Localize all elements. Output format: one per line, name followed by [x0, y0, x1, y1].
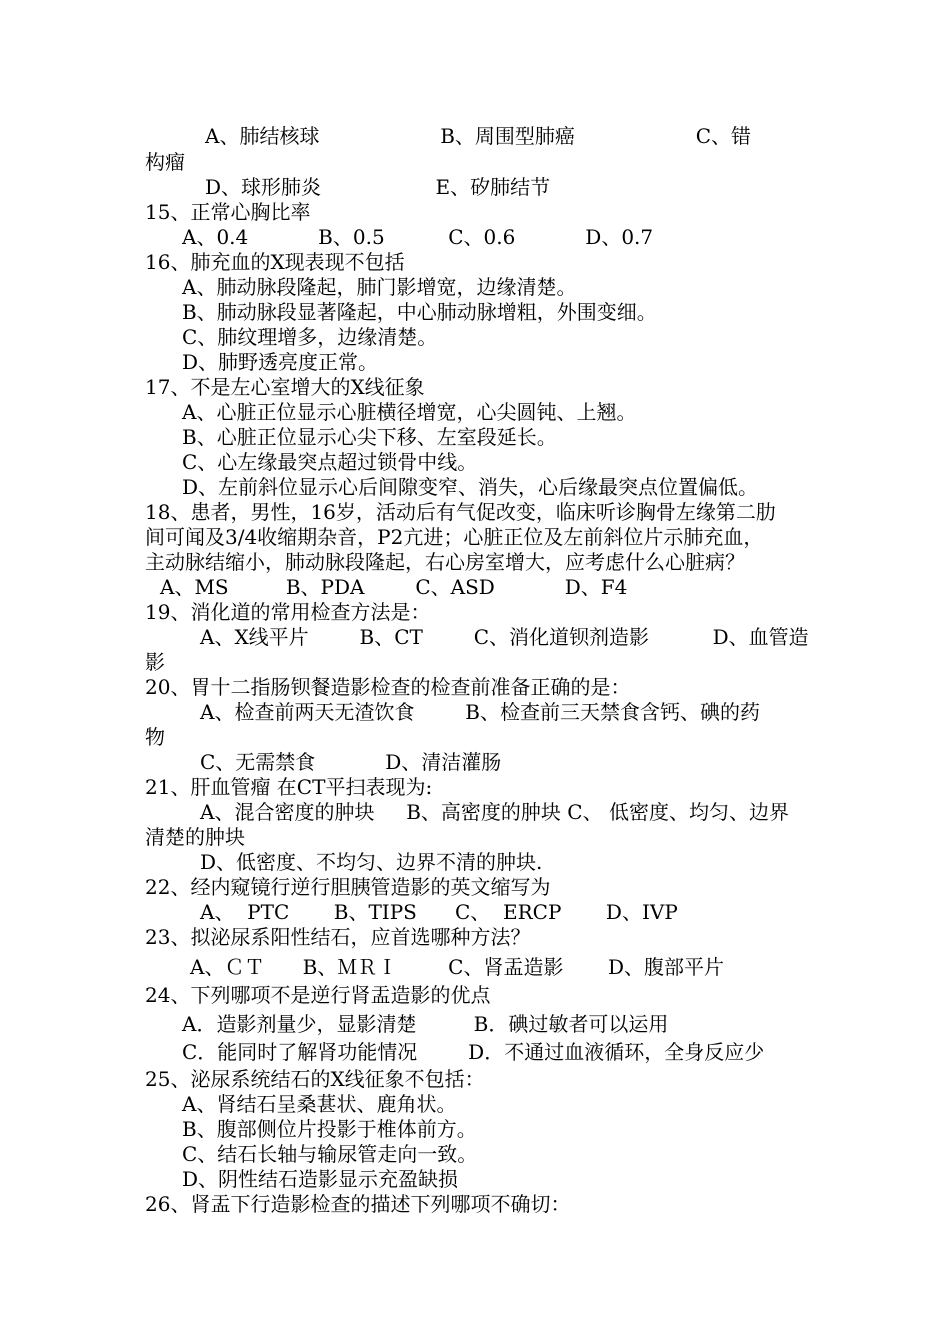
q17-option-b: B、心脏正位显示心尖下移、左室段延长。 [182, 425, 557, 449]
q21-options-line-2: D、低密度、不均匀、边界不清的肿块. [200, 850, 543, 874]
question-15: 15、正常心胸比率 [145, 200, 311, 224]
q14-options-line-2: D、球形肺炎 E、矽肺结节 [205, 175, 551, 199]
q25-option-a: A、肾结石呈桑葚状、鹿角状。 [182, 1092, 457, 1116]
question-21: 21、肝血管瘤 在CT平扫表现为: [145, 775, 433, 799]
q25-option-c: C、结石长轴与输尿管走向一致。 [182, 1142, 478, 1166]
q18-options: A、MS B、PDA C、ASD D、F4 [160, 575, 628, 599]
question-19: 19、消化道的常用检查方法是： [145, 600, 431, 624]
q21-options-wrap: 清楚的肿块 [145, 825, 245, 849]
question-23: 23、拟泌尿系阳性结石，应首选哪种方法？ [145, 925, 531, 949]
q21-options-line-1: A、混合密度的肿块 B、高密度的肿块 C、 低密度、均匀、边界 [200, 800, 789, 824]
q16-option-d: D、肺野透亮度正常。 [182, 350, 379, 374]
question-16: 16、肺充血的X现表现不包括 [145, 250, 405, 274]
question-20: 20、胃十二指肠钡餐造影检查的检查前准备正确的是： [145, 675, 631, 699]
q22-options: A、 PTC B、TIPS C、 ERCP D、IVP [200, 900, 678, 924]
question-22: 22、经内窥镜行逆行胆胰管造影的英文缩写为 [145, 875, 551, 899]
q19-options: A、X线平片 B、CT C、消化道钡剂造影 D、血管造 [200, 625, 809, 649]
q16-option-b: B、肺动脉段显著隆起，中心肺动脉增粗，外围变细。 [182, 300, 657, 324]
q20-options-line-1: A、检查前两天无渣饮食 B、检查前三天禁食含钙、碘的药 [200, 700, 760, 724]
q19-options-wrap: 影 [145, 650, 165, 674]
question-18-line-1: 18、患者，男性，16岁，活动后有气促改变，临床听诊胸骨左缘第二肋 [145, 500, 776, 524]
question-17: 17、不是左心室增大的X线征象 [145, 375, 425, 399]
question-26: 26、肾盂下行造影检查的描述下列哪项不确切： [145, 1192, 571, 1216]
q25-option-d: D、阴性结石造影显示充盈缺损 [182, 1167, 459, 1191]
q20-options-line-2: C、无需禁食 D、清洁灌肠 [200, 750, 502, 774]
q17-option-d: D、左前斜位显示心后间隙变窄、消失，心后缘最突点位置偏低。 [182, 475, 759, 499]
q20-options-wrap: 物 [145, 725, 165, 749]
q14-options-wrap: 构瘤 [145, 150, 185, 174]
q14-options-line-1: A、肺结核球 B、周围型肺癌 C、错 [205, 124, 752, 148]
q17-option-c: C、心左缘最突点超过锁骨中线。 [182, 450, 478, 474]
question-24: 24、下列哪项不是逆行肾盂造影的优点 [145, 983, 491, 1007]
question-18-line-2: 间可闻及3/4收缩期杂音，P2亢进；心脏正位及左前斜位片示肺充血， [145, 525, 764, 549]
q24-options-line-1: A．造影剂量少，显影清楚 B．碘过敏者可以运用 [182, 1012, 669, 1036]
q25-option-b: B、腹部侧位片投影于椎体前方。 [182, 1117, 477, 1141]
q24-options-line-2: C．能同时了解肾功能情况 D．不通过血液循环，全身反应少 [182, 1040, 765, 1064]
q17-option-a: A、心脏正位显示心脏横径增宽，心尖圆钝、上翘。 [182, 400, 637, 424]
q15-options: A、0.4 B、0.5 C、0.6 D、0.7 [182, 225, 654, 249]
question-18-line-3: 主动脉结缩小，肺动脉段隆起，右心房室增大，应考虑什么心脏病？ [145, 550, 745, 574]
question-25: 25、泌尿系统结石的X线征象不包括： [145, 1067, 485, 1091]
q16-option-c: C、肺纹理增多，边缘清楚。 [182, 325, 438, 349]
q16-option-a: A、肺动脉段隆起，肺门影增宽，边缘清楚。 [182, 275, 577, 299]
q23-options: A、ＣＴ B、ＭＲＩ C、肾盂造影 D、腹部平片 [190, 955, 724, 979]
